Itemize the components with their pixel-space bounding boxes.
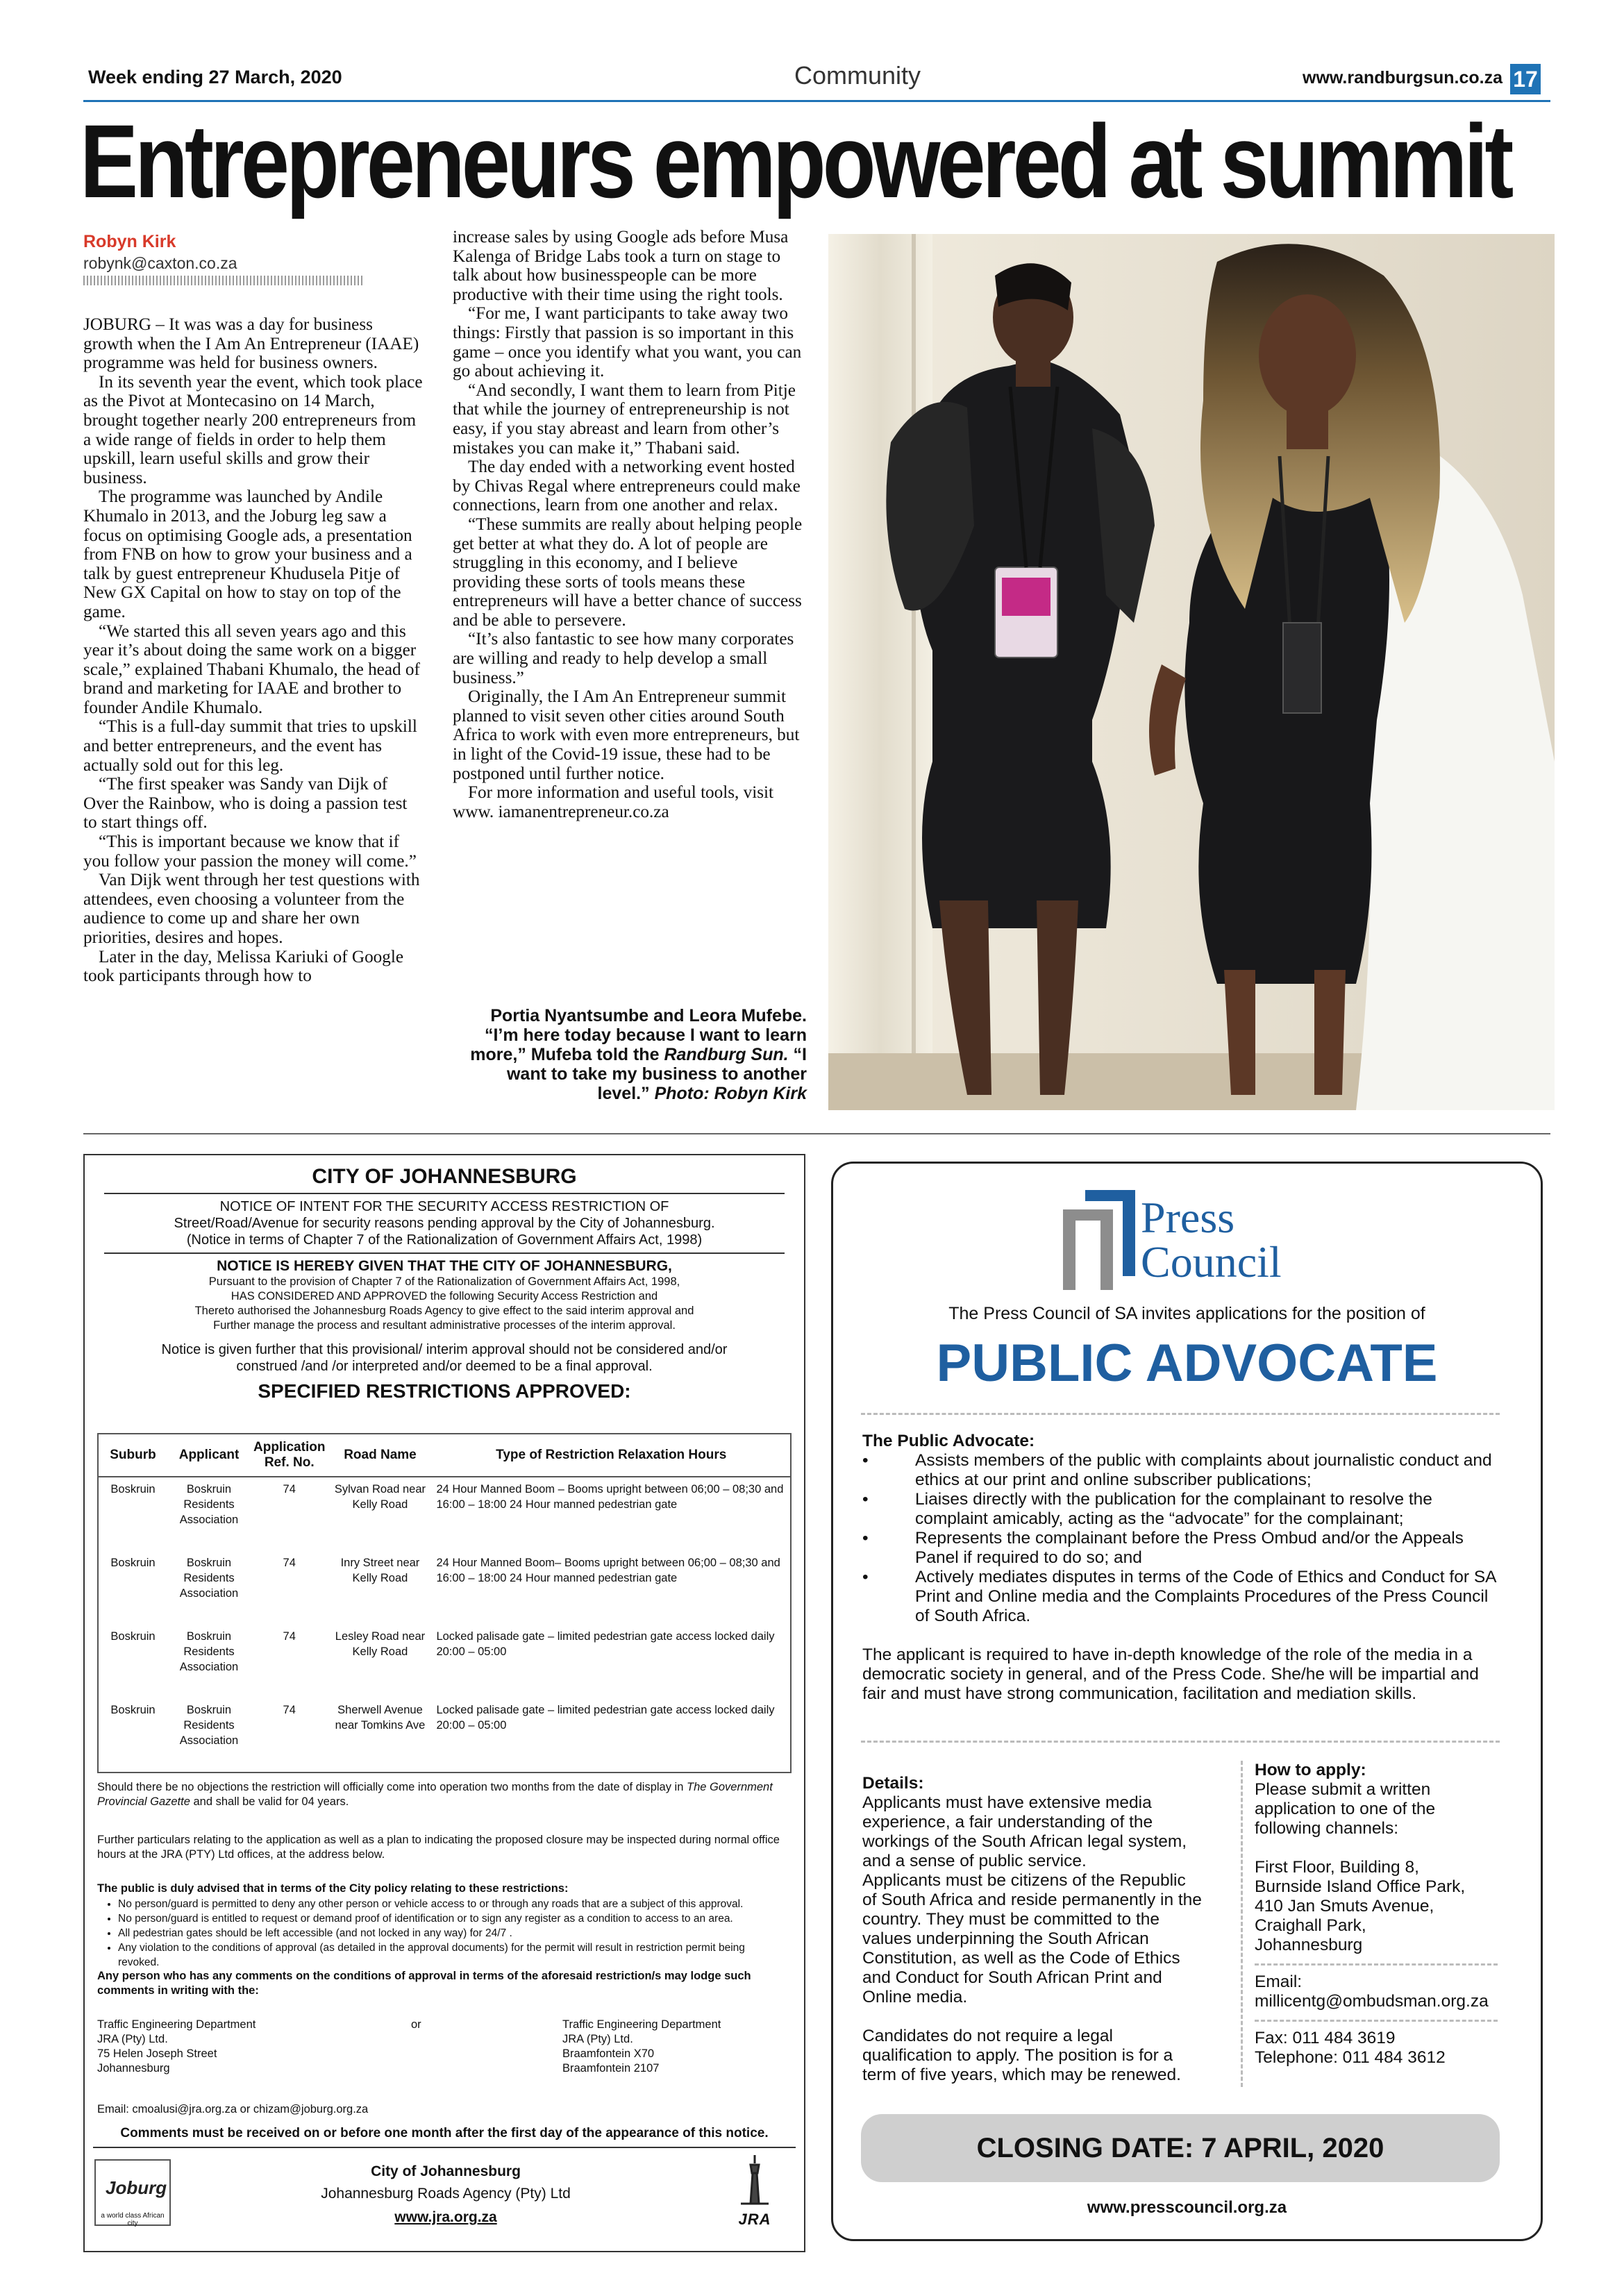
- section-divider: [83, 1133, 1550, 1134]
- jra-logo-text: JRA: [738, 2211, 771, 2228]
- table-header-row: [98, 1434, 791, 1477]
- details-heading: Details:: [862, 1774, 924, 1793]
- press-council-url[interactable]: www.presscouncil.org.za: [1087, 2198, 1287, 2217]
- joburg-logo: [94, 2159, 171, 2226]
- headline: Entrepreneurs empowered at summit: [80, 103, 1511, 219]
- given-line: Thereto authorised the Johannesburg Roads Agency to give effect to the said interim approval and: [194, 1305, 694, 1317]
- table-row: [98, 1698, 791, 1773]
- list-item: • Any violation to the conditions of approval (as detailed in the approval documents) for the permit will result in restriction permit being revoked.: [118, 1941, 785, 1970]
- role-list: [862, 1451, 1501, 1626]
- policy-list: [118, 1897, 785, 1970]
- cell-type: Locked palisade gate – limited pedestrian gate access locked daily 20:00 – 05:00: [436, 1630, 775, 1658]
- issue-date: Week ending 27 March, 2020: [88, 67, 342, 87]
- cell-applicant: Boskruin Residents Association: [179, 1704, 239, 1747]
- paragraph: increase sales by using Google ads before Musa Kalenga of Bridge Labs took a turn on stage to talk about how businesspeople can be more productive with their time using the right tools.: [453, 228, 789, 304]
- notice-rule: [104, 1193, 785, 1194]
- article-column-2: [453, 228, 807, 821]
- further-notice: Notice is given further that this provisional/ interim approval should not be considered and/or construed /and /or interpreted and/or deemed to be a final approval.: [161, 1342, 728, 1374]
- paragraph: “It’s also fantastic to see how many corporates are willing and ready to help develop a small business.”: [453, 630, 794, 687]
- address-or: or: [411, 2018, 421, 2031]
- paragraph: For more information and useful tools, visit www. iamanentrepreneur.co.za: [453, 783, 774, 821]
- paragraph: “For me, I want participants to take away two things: Firstly that passion is so important in this game – once you identify what you want, you can go about achieving it.: [453, 304, 802, 381]
- list-item: • Actively mediates disputes in terms of the Code of Ethics and Conduct for SA Print and Online media and the Complaints Procedures of the Press Council of South Africa.: [862, 1568, 1501, 1626]
- list-item: • Assists members of the public with complaints about journalistic conduct and ethics at our print and online subscriber publications;: [862, 1451, 1501, 1490]
- address-line: Traffic Engineering Department: [562, 2018, 721, 2031]
- column-header: Type of Restriction Relaxation Hours: [432, 1434, 791, 1477]
- list-item: • Liaises directly with the publication for the complainant to resolve the complaint amicably, acting as the “advocate” for the complainant;: [862, 1490, 1501, 1529]
- details-text: Applicants must be citizens of the Republic of South Africa and reside permanently in the country. They must be committed to the values underpinning the South African Constitution, as well as the Code of Ethics and Conduct for South African Print and Online media.: [862, 1871, 1202, 2006]
- email-label: Email:: [1255, 1972, 1303, 1991]
- postal-address: [1255, 1858, 1505, 1955]
- requirement-text: The applicant is required to have in-depth knowledge of the role of the media in a democratic society in general, and of the Press Code. She/he will be impartial and fair and must have strong communication, facilitation and mediation skills.: [862, 1645, 1479, 1703]
- comments-heading: Any person who has any comments on the conditions of approval in terms of the aforesaid restriction/s may lodge such comments in writing with the:: [97, 1970, 751, 1997]
- photo-caption: [453, 1006, 807, 1103]
- logo-word-council: Council: [1141, 1237, 1282, 1287]
- intent-line: (Notice in terms of Chapter 7 of the Rationalization of Government Affairs Act, 1998): [186, 1232, 703, 1248]
- address-line: First Floor, Building 8,: [1255, 1858, 1419, 1877]
- paragraph: Van Dijk went through her test questions with attendees, even choosing a volunteer from the audience to come up and share her own priorities, desires and hopes.: [83, 871, 420, 947]
- email-address[interactable]: millicentg@ombudsman.org.za: [1255, 1992, 1489, 2011]
- apply-text: Please submit a written application to one of the following channels:: [1255, 1780, 1436, 1838]
- address-line: 410 Jan Smuts Avenue,: [1255, 1897, 1434, 1916]
- author-email: robynk@caxton.co.za: [83, 254, 237, 272]
- logo-word-press: Press: [1141, 1193, 1235, 1242]
- column-divider: [1241, 1761, 1243, 2087]
- apply-heading: How to apply:: [1255, 1761, 1366, 1779]
- address-line: 75 Helen Joseph Street: [97, 2047, 217, 2060]
- article-photo: [828, 234, 1555, 1110]
- objection-note: [97, 1780, 792, 1809]
- press-council-emblem-icon: [1059, 1186, 1142, 1290]
- article-column-1: [83, 315, 424, 986]
- position-title: PUBLIC ADVOCATE: [936, 1334, 1438, 1393]
- comments-deadline: Comments must be received on or before one month after the first day of the appearance of this notice.: [120, 2126, 769, 2140]
- cell-road: Sherwell Avenue near Tomkins Ave: [335, 1704, 426, 1732]
- notice-rule: [104, 1252, 785, 1254]
- photo-illustration: [828, 234, 1555, 1110]
- address-line: JRA (Pty) Ltd.: [97, 2033, 168, 2045]
- paragraph: JOBURG – It was was a day for business growth when the I Am An Entrepreneur (IAAE) programme was held for business owners.: [83, 315, 419, 373]
- section-name: Community: [794, 61, 921, 90]
- footer-agency: Johannesburg Roads Agency (Pty) Ltd: [321, 2186, 571, 2202]
- address-jra-johannesburg: [97, 2018, 375, 2076]
- dashed-divider: [1255, 1963, 1498, 1966]
- column-header: Road Name: [328, 1434, 432, 1477]
- cell-applicant: Boskruin Residents Association: [179, 1557, 239, 1600]
- role-section: [862, 1432, 1501, 1704]
- given-title: NOTICE IS HEREBY GIVEN THAT THE CITY OF JOHANNESBURG,: [217, 1258, 672, 1274]
- list-item: • Represents the complainant before the Press Ombud and/or the Appeals Panel if required to do so; and: [862, 1529, 1501, 1568]
- apply-section: [1255, 1761, 1505, 2068]
- address-line: Burnside Island Office Park,: [1255, 1877, 1466, 1896]
- paragraph: “We started this all seven years ago and this year it’s about doing the same work on a bigger scale,” explained Thabani Khumalo, the head of brand and marketing for IAAE and brother to founder Andile Khumalo.: [83, 621, 420, 717]
- cell-ref: 74: [283, 1557, 296, 1569]
- paragraph: Later in the day, Melissa Kariuki of Google took participants through how to: [83, 947, 404, 986]
- tower-icon: [720, 2155, 789, 2211]
- intent-line: Street/Road/Avenue for security reasons pending approval by the City of Johannesburg.: [174, 1216, 715, 1231]
- caption-credit: Photo: Robyn Kirk: [654, 1084, 807, 1103]
- list-item: • No person/guard is entitled to request or demand proof of identification or to sign any register as a condition to access to an area.: [118, 1911, 785, 1926]
- byline-divider: [83, 276, 365, 285]
- footer-url: www.jra.org.za: [394, 2209, 497, 2225]
- details-text: Applicants must have extensive media experience, a fair understanding of the workings of the South African legal system, and a sense of public service.: [862, 1793, 1187, 1870]
- cell-ref: 74: [283, 1483, 296, 1495]
- press-council-logo: [1059, 1186, 1323, 1290]
- cell-type: 24 Hour Manned Boom – Booms upright between 06;00 – 08;30 and 16:00 – 18:00 24 Hour manned pedestrian gate: [436, 1483, 784, 1511]
- paragraph: The day ended with a networking event hosted by Chivas Regal where entrepreneurs could make connections, learn from one another and relax.: [453, 458, 801, 515]
- table-row: [98, 1551, 791, 1625]
- given-line: HAS CONSIDERED AND APPROVED the following Security Access Restriction and: [231, 1290, 658, 1302]
- paragraph: “The first speaker was Sandy van Dijk of Over the Rainbow, who is doing a passion test to start things off.: [83, 775, 408, 832]
- column-header: Application Ref. No.: [251, 1434, 328, 1477]
- cell-suburb: Boskruin: [110, 1557, 156, 1569]
- notice-rule: [93, 2147, 796, 2148]
- column-header: Applicant: [167, 1434, 251, 1477]
- table-row: [98, 1477, 791, 1551]
- address-line: Craighall Park,: [1255, 1916, 1366, 1935]
- restrictions-table: [97, 1433, 792, 1773]
- gazette-name: The Government Provincial Gazette: [97, 1781, 773, 1808]
- paragraph: “This is important because we know that if you follow your passion the money will come.”: [83, 832, 417, 871]
- caption-paper: Randburg Sun.: [664, 1045, 789, 1064]
- details-section: [862, 1774, 1203, 2085]
- paragraph: In its seventh year the event, which took place as the Pivot at Montecasino on 14 March, brought together nearly 200 entrepreneurs from a wide range of fields in order to help them upskill, learn useful skills and grow their business.: [83, 372, 423, 487]
- invite-text: The Press Council of SA invites applications for the position of: [948, 1304, 1425, 1323]
- notice-title: CITY OF JOHANNESBURG: [312, 1165, 577, 1188]
- paragraph: “And secondly, I want them to learn from Pitje that while the journey of entrepreneurship is not easy, if you stay abreast and learn from other’s mistakes you can make it,” Thabani said.: [453, 380, 796, 458]
- column-header: Suburb: [98, 1434, 167, 1477]
- address-line: Johannesburg: [97, 2062, 170, 2075]
- cell-suburb: Boskruin: [110, 1630, 156, 1643]
- author-name: Robyn Kirk: [83, 232, 176, 251]
- cell-road: Sylvan Road near Kelly Road: [334, 1483, 426, 1511]
- paragraph: The programme was launched by Andile Khumalo in 2013, and the Joburg leg saw a focus on optimising Google ads, a presentation from FNB on how to grow your business and a talk by guest entrepreneur Khudusela Pitje of New GX Capital on how to stay on top of the game.: [83, 487, 412, 621]
- cell-type: Locked palisade gate – limited pedestrian gate access locked daily 20:00 – 05:00: [436, 1704, 775, 1732]
- cell-suburb: Boskruin: [110, 1483, 156, 1495]
- footer-city: City of Johannesburg: [371, 2163, 521, 2179]
- specified-heading: SPECIFIED RESTRICTIONS APPROVED:: [258, 1380, 631, 1402]
- objection-text: Should there be no objections the restriction will officially come into operation two months from the date of display in: [97, 1781, 684, 1793]
- dashed-divider: [861, 1741, 1500, 1743]
- cell-ref: 74: [283, 1704, 296, 1716]
- cell-ref: 74: [283, 1630, 296, 1643]
- address-line: JRA (Pty) Ltd.: [562, 2033, 633, 2045]
- list-item: • All pedestrian gates should be left accessible (and not locked in any way) for 24/7 .: [118, 1926, 785, 1941]
- given-line: Further manage the process and resultant administrative processes of the interim approval.: [213, 1319, 676, 1332]
- address-line: Johannesburg: [1255, 1936, 1363, 1954]
- header-divider: [83, 100, 1550, 102]
- cell-applicant: Boskruin Residents Association: [179, 1630, 239, 1673]
- objection-text: and shall be valid for 04 years.: [193, 1795, 349, 1808]
- particulars-note: Further particulars relating to the application as well as a plan to indicating the proposed closure may be inspected during normal office hours at the JRA (PTY) Ltd offices, at the address below.: [97, 1834, 780, 1861]
- jra-logo: [720, 2155, 789, 2231]
- caption-text: Portia Nyantsumbe and Leora Mufebe. “I’m here today because I want to learn more,” Mufeba told the: [470, 1006, 807, 1064]
- paragraph: “This is a full-day summit that tries to upskill and better entrepreneurs, and the event has actually sold out for this leg.: [83, 717, 417, 775]
- city-notice: [83, 1154, 805, 2252]
- cell-type: 24 Hour Manned Boom– Booms upright between 06;00 – 08;30 and 16:00 – 18:00 24 Hour manned pedestrian gate: [436, 1557, 780, 1584]
- intent-line: NOTICE OF INTENT FOR THE SECURITY ACCESS RESTRICTION OF: [219, 1199, 669, 1214]
- site-url: www.randburgsun.co.za: [1303, 68, 1502, 87]
- cell-road: Inry Street near Kelly Road: [340, 1557, 420, 1584]
- details-text: Candidates do not require a legal qualification to apply. The position is for a term of five years, which may be renewed.: [862, 2027, 1181, 2084]
- joburg-tagline: a world class African city: [101, 2212, 165, 2227]
- page-number: 17: [1510, 64, 1541, 94]
- fax-number: Fax: 011 484 3619: [1255, 2029, 1396, 2047]
- address-line: Traffic Engineering Department: [97, 2018, 256, 2031]
- joburg-logo-text: Joburg: [106, 2177, 167, 2198]
- dashed-divider: [861, 1413, 1500, 1415]
- list-item: • No person/guard is permitted to deny any other person or vehicle access to or through any roads that are a subject of this approval.: [118, 1897, 785, 1911]
- table-row: [98, 1625, 791, 1698]
- role-heading: The Public Advocate:: [862, 1432, 1035, 1450]
- telephone-number: Telephone: 011 484 3612: [1255, 2048, 1446, 2067]
- given-line: Pursuant to the provision of Chapter 7 of the Rationalization of Government Affairs Act, 1998,: [208, 1275, 680, 1288]
- address-jra-braamfontein: [562, 2018, 792, 2076]
- advised-heading: The public is duly advised that in terms of the City policy relating to these restrictions:: [97, 1882, 569, 1895]
- dashed-divider: [1255, 2020, 1498, 2022]
- cell-road: Lesley Road near Kelly Road: [335, 1630, 426, 1658]
- address-line: Braamfontein 2107: [562, 2062, 660, 2075]
- address-line: Braamfontein X70: [562, 2047, 655, 2060]
- cell-suburb: Boskruin: [110, 1704, 156, 1716]
- paragraph: “These summits are really about helping people get better at what they do. A lot of people are struggling in this economy, and I believe providing these sorts of tools means these entrepreneurs will have a better chance of success and be able to persevere.: [453, 514, 803, 630]
- paragraph: Originally, the I Am An Entrepreneur summit planned to visit seven other cities around South Africa to work with even more entrepreneurs, but in light of the Covid-19 issue, these had to be postponed until further notice.: [453, 687, 800, 783]
- cell-applicant: Boskruin Residents Association: [179, 1483, 239, 1526]
- notice-email: Email: cmoalusi@jra.org.za or chizam@joburg.org.za: [97, 2103, 369, 2115]
- caption-quote: “I want to take my business to another level.”: [506, 1045, 807, 1103]
- closing-date-banner: CLOSING DATE: 7 APRIL, 2020: [861, 2114, 1500, 2182]
